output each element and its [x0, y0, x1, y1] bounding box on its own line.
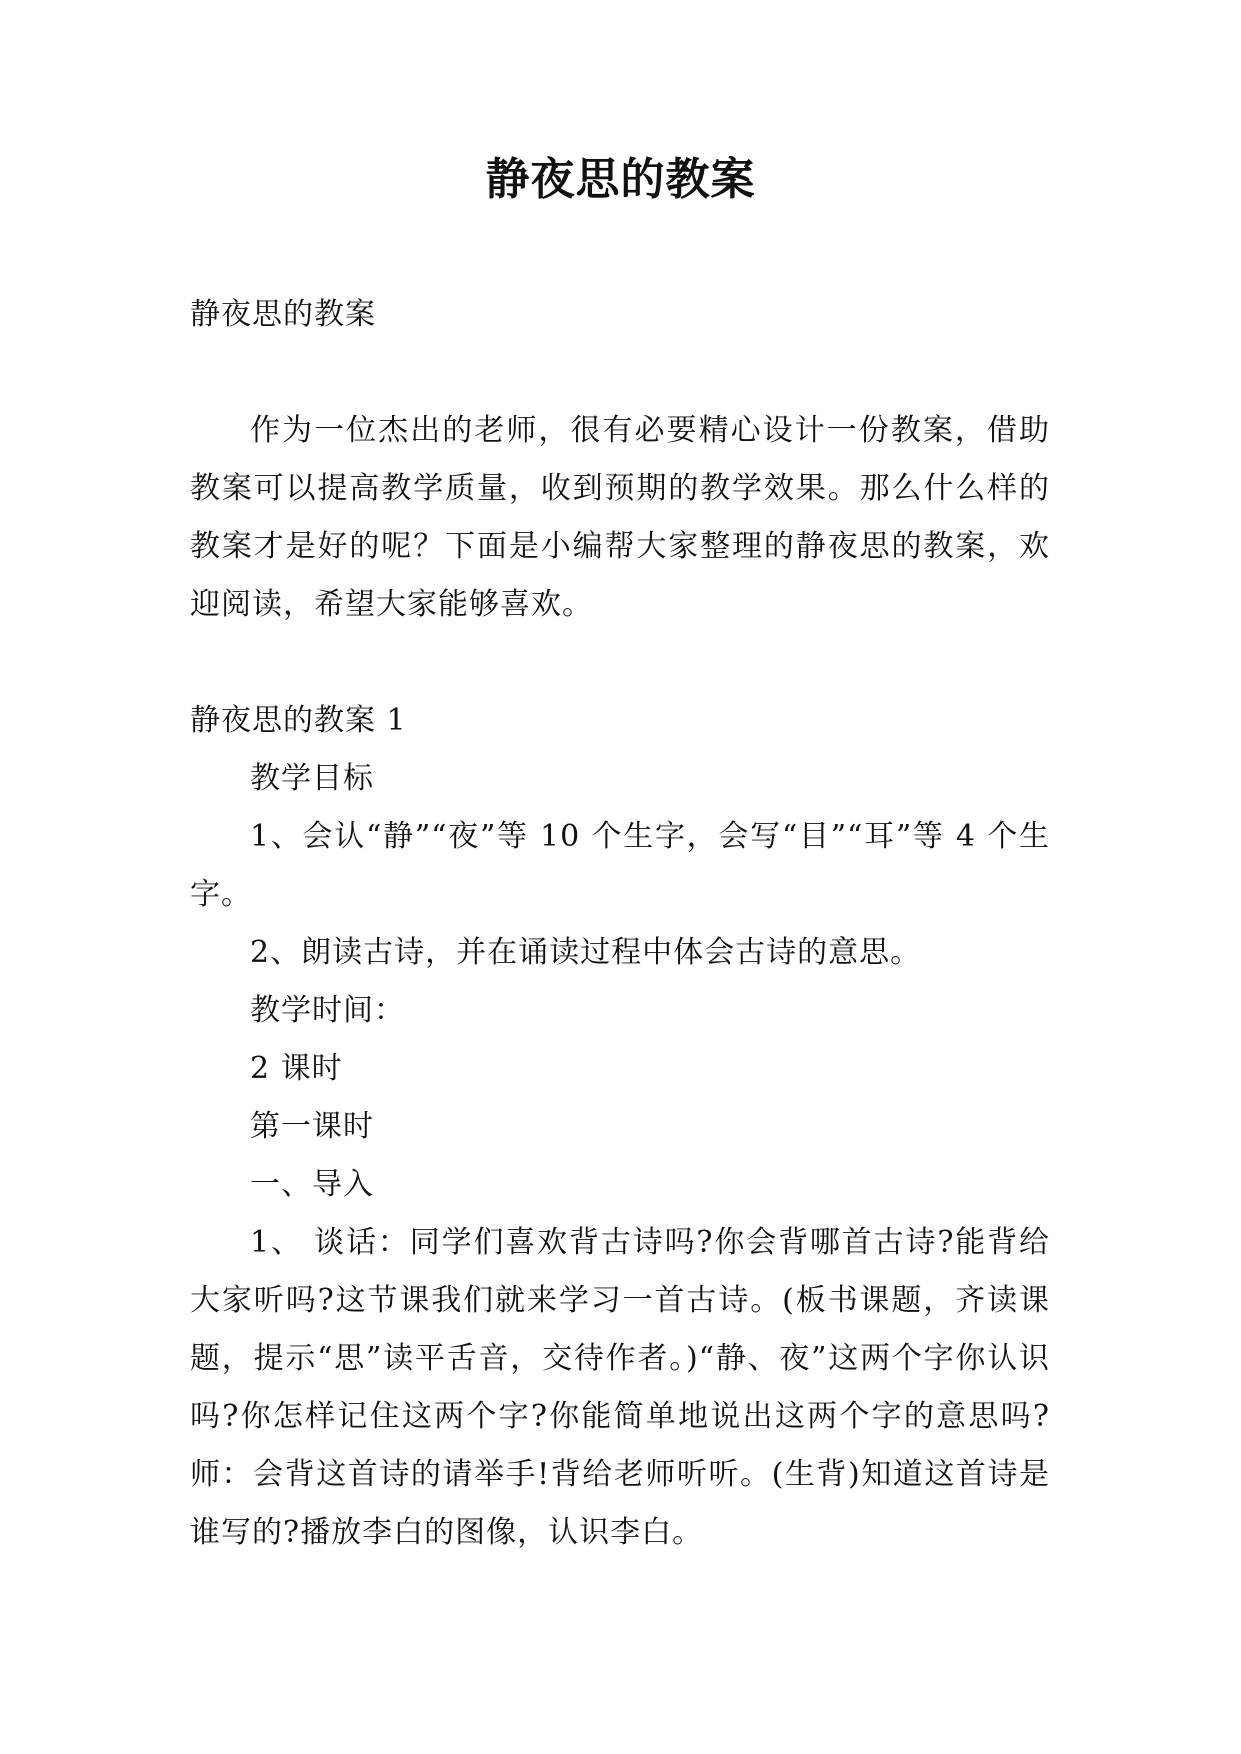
heading-introduction: 一、导入 — [250, 1167, 374, 1202]
introduction-item-1: 1、 谈话：同学们喜欢背古诗吗?你会背哪首古诗?能背给大家听吗?这节课我们就来学习一首古诗。(板书课题，齐读课题，提示“思”读平舌音，交待作者。)“静、夜”这两个字你认识吗?你怎样记住这两个字?你能简单地说出这两个字的意思吗?师：会背这首诗的请举手!背给老师听听。(生背)知道这首诗是谁写的?播放李白的图像，认识李白。 — [190, 1225, 1050, 1550]
intro-paragraph: 作为一位杰出的老师，很有必要精心设计一份教案，借助教案可以提高教学质量，收到预期的教学效果。那么什么样的教案才是好的呢？下面是小编帮大家整理的静夜思的教案，欢迎阅读，希望大家能够喜欢。 — [190, 413, 1050, 622]
document-subtitle: 静夜思的教案 — [190, 297, 376, 332]
heading-first-lesson: 第一课时 — [250, 1109, 374, 1144]
teaching-time-value: 2 课时 — [250, 1051, 343, 1086]
goal-item-2: 2、朗读古诗，并在诵读过程中体会古诗的意思。 — [250, 935, 922, 970]
document-title: 静夜思的教案 — [485, 154, 756, 205]
document-body — [190, 286, 1050, 1562]
heading-teaching-goals: 教学目标 — [250, 761, 374, 796]
heading-teaching-time: 教学时间： — [250, 993, 405, 1028]
goal-item-1: 1、会认“静”“夜”等 10 个生字，会写“目”“耳”等 4 个生字。 — [190, 819, 1050, 912]
section-title: 静夜思的教案 1 — [190, 703, 407, 738]
